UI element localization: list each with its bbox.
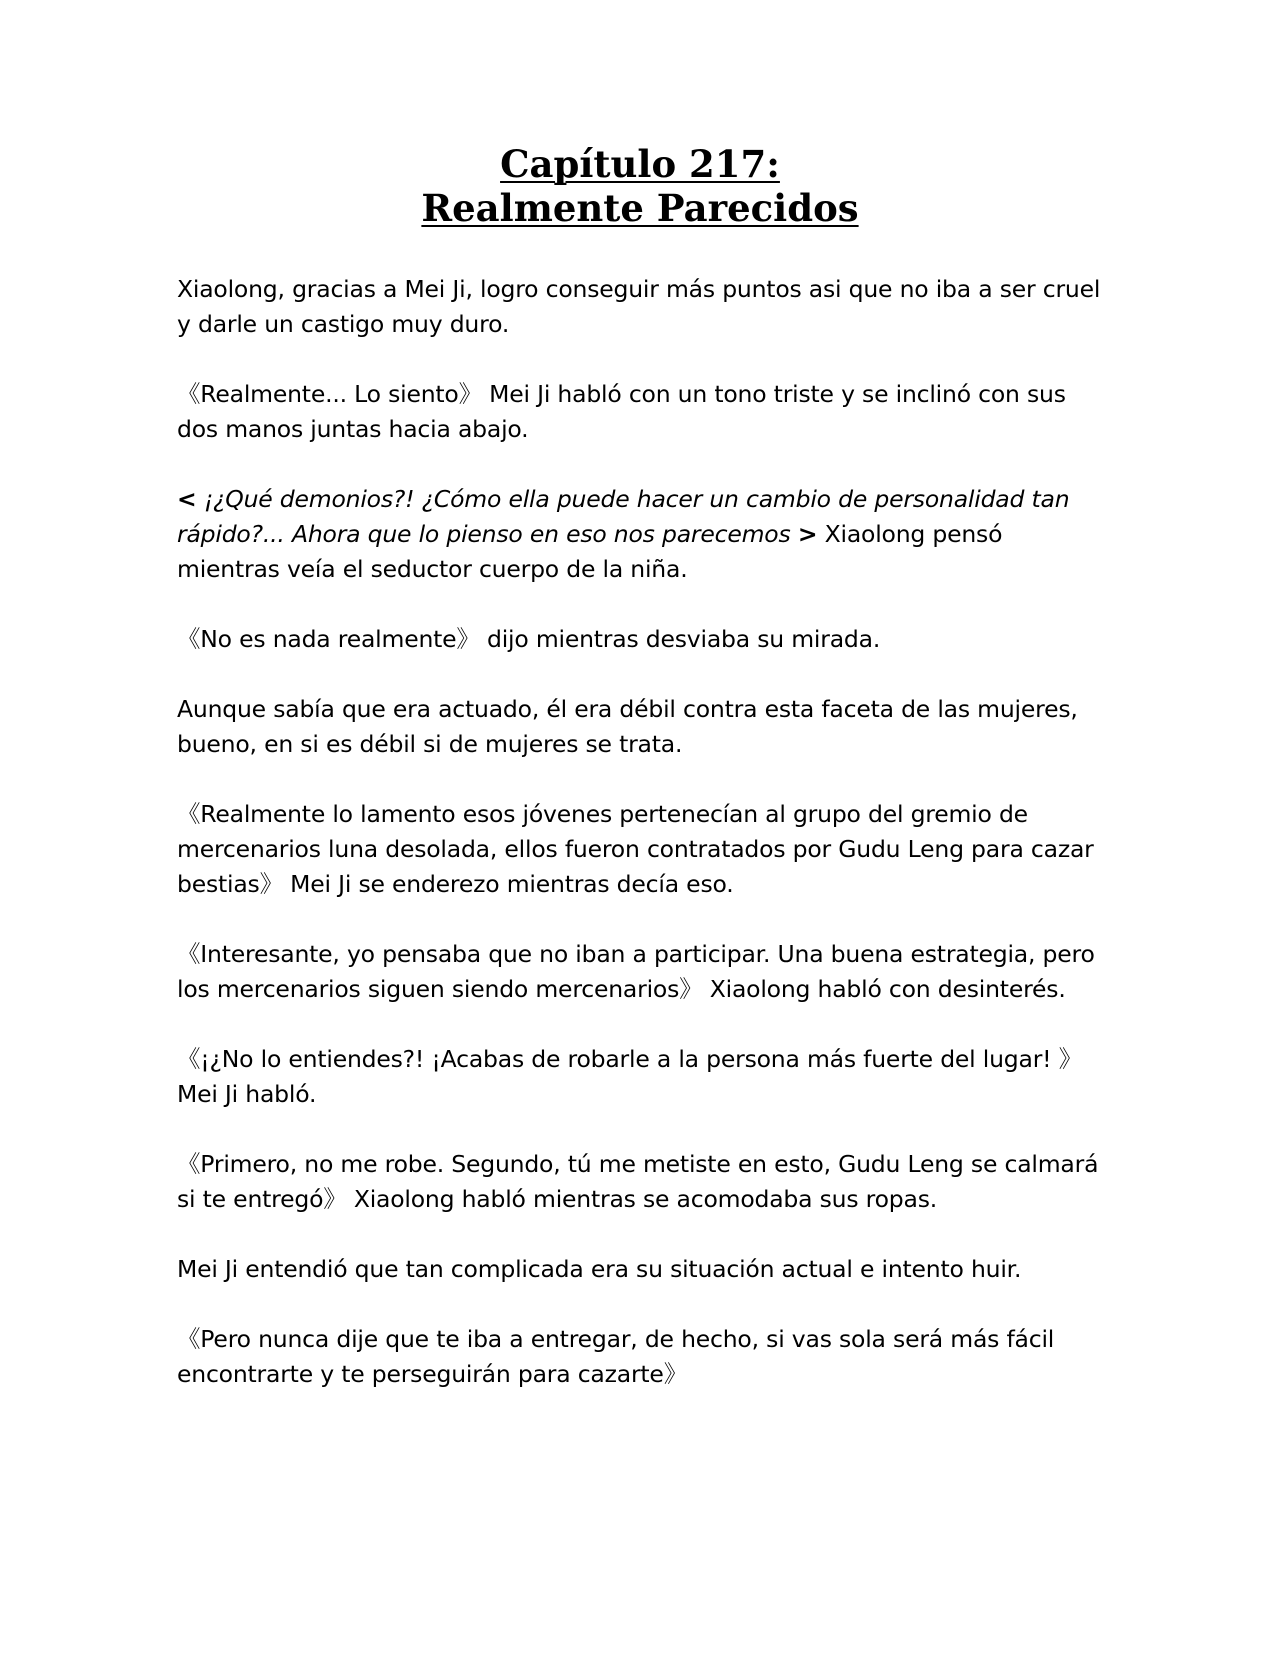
thought-open-bracket: < (177, 485, 197, 513)
paragraph: 《Pero nunca dije que te iba a entregar, de hecho, si vas sola será más fácil encontrarte y te perseguirán para cazarte》 (177, 1325, 1055, 1388)
paragraph: 《No es nada realmente》 dijo mientras desviaba su mirada. (177, 625, 881, 653)
thought-text: ¡¿Qué demonios?! ¿Cómo ella puede hacer un cambio de personalidad tan rápido?... Ahora que lo pienso en eso nos parecemos (177, 485, 1070, 548)
chapter-title (0, 142, 1280, 230)
paragraph: Mei Ji entendió que tan complicada era su situación actual e intento huir. (177, 1255, 1022, 1283)
paragraph-rest: Xiaolong pensó mientras veía el seductor cuerpo de la niña. (177, 520, 1003, 583)
chapter-name: Realmente Parecidos (421, 186, 859, 230)
paragraph: 《Realmente... Lo siento》 Mei Ji habló con un tono triste y se inclinó con sus dos manos juntas hacia abajo. (177, 380, 1066, 443)
paragraph: Xiaolong, gracias a Mei Ji, logro conseguir más puntos asi que no iba a ser cruel y darle un castigo muy duro. (177, 275, 1101, 338)
paragraph: Aunque sabía que era actuado, él era débil contra esta faceta de las mujeres, bueno, en si es débil si de mujeres se trata. (177, 695, 1078, 758)
chapter-body (177, 272, 1107, 1427)
thought-close-bracket: > (797, 520, 818, 548)
chapter-number: Capítulo 217: (500, 142, 780, 186)
paragraph: 《Primero, no me robe. Segundo, tú me metiste en esto, Gudu Leng se calmará si te entregó》 Xiaolong habló mientras se acomodaba sus ropas. (177, 1150, 1099, 1213)
paragraph: 《Realmente lo lamento esos jóvenes pertenecían al grupo del gremio de mercenarios luna desolada, ellos fueron contratados por Gudu Leng para cazar bestias》 Mei Ji se enderezo mientras decía eso. (177, 800, 1094, 898)
paragraph: 《¡¿No lo entiendes?! ¡Acabas de robarle a la persona más fuerte del lugar! 》 Mei Ji habló. (177, 1045, 1082, 1108)
paragraph-thought (177, 482, 1107, 587)
paragraph: 《Interesante, yo pensaba que no iban a participar. Una buena estrategia, pero los mercenarios siguen siendo mercenarios》 Xiaolong habló con desinterés. (177, 940, 1095, 1003)
